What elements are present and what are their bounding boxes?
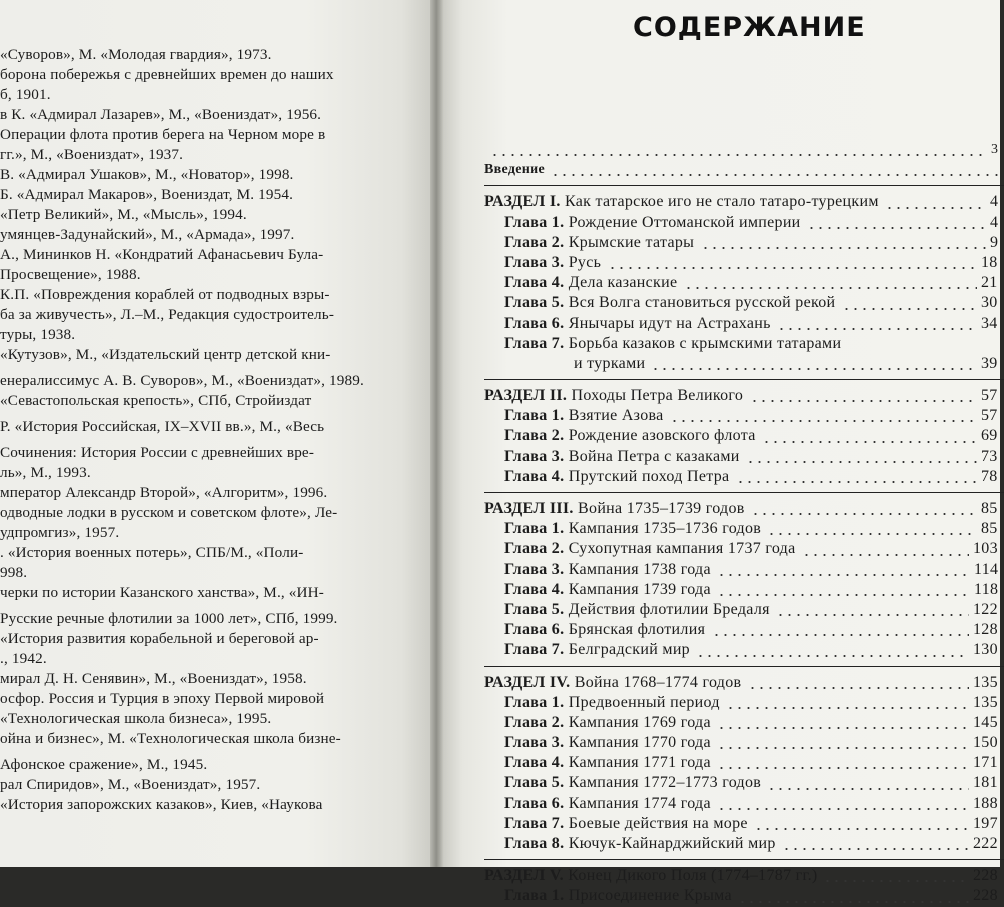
toc-leader-dots [712,634,969,636]
toc-leader-dots [782,848,969,850]
toc-page-number: 118 [974,580,999,598]
toc-entry-label: Глава 2. [504,427,565,445]
toc-leader-dots [777,328,977,330]
toc-entry-title: Взятие Азова [568,407,664,425]
toc-entry-title: Война 1735–1739 годов [578,500,745,517]
bibliography-line: рал Спиридов», М., «Воениздат», 1957. [0,776,261,793]
bibliography-line: 998. [0,564,28,581]
toc-entry-title: Русь [568,253,602,271]
table-of-contents [484,140,1004,907]
toc-entry-label: Глава 7. [504,641,565,659]
toc-page-number: 73 [981,447,998,465]
toc-leader-dots [746,461,977,463]
toc-leader-dots [767,788,969,790]
toc-page-number: 85 [981,520,998,538]
toc-entry-title: Как татарское иго не стало татаро-турецким [564,193,879,211]
toc-leader-dots [717,808,969,810]
bibliography-line: борона побережья с древнейших времен до наших [0,66,334,83]
bibliography-line: удпромгиз», 1957. [0,524,120,541]
book-gutter [430,0,444,867]
toc-page-number: 78 [981,467,998,485]
toc-leader-dots [717,767,969,769]
toc-leader-dots [842,308,977,310]
toc-entry-label: Глава 7. [504,814,565,832]
bibliography-line: «Петр Великий», М., «Мысль», 1994. [0,206,247,223]
toc-chapter-row[interactable] [484,273,1004,293]
toc-chapter-row[interactable] [484,447,1004,467]
toc-chapter-row[interactable] [484,640,1004,660]
toc-page-number: 4 [990,193,999,211]
toc-page-number: 34 [981,314,998,332]
toc-leader-dots [717,574,970,576]
toc-leader-dots [701,247,986,249]
toc-page-number: 130 [973,641,998,659]
bibliography-line: «Суворов», М. «Молодая гвардия», 1973. [0,46,272,63]
toc-page-number: 69 [981,427,998,445]
toc-page-number: 21 [981,274,998,292]
toc-leader-dots [748,687,969,689]
bibliography-line: одводные лодки в русском и советском флоте», Ле- [0,504,338,521]
toc-entry-label: Глава 1. [504,520,565,538]
toc-page-number: 145 [973,713,998,731]
toc-page-number: 18 [981,253,998,271]
toc-leader-dots [717,594,970,596]
toc-leader-dots [684,287,977,289]
bibliography-line: «История запорожских казаков», Киев, «Наукова [0,796,323,813]
toc-entry-label: Глава 1. [504,407,565,425]
toc-entry-title: Походы Петра Великого [571,387,744,405]
toc-page-number: 197 [973,814,998,832]
toc-row[interactable] [484,140,1004,160]
toc-entry-label: Глава 1. [504,887,565,905]
toc-title: СОДЕРЖАНИЕ [633,12,866,43]
toc-entry-title: Кампания 1769 года [568,713,711,731]
toc-entry-title: Крымские татары [568,233,695,251]
toc-page-number: 9 [990,233,999,251]
bibliography-line: «Севастопольская крепость», СПб, Стройиздат [0,392,312,409]
toc-entry-label: Глава 3. [504,734,565,752]
toc-leader-dots [551,174,1000,176]
toc-chapter-row[interactable] [484,794,1004,814]
toc-page-number: 128 [973,621,998,639]
bibliography-line: Просвещение», 1988. [0,266,141,283]
section-divider [484,185,1004,186]
toc-leader-dots [738,901,969,903]
toc-entry-label: РАЗДЕЛ IV. [484,673,571,691]
bibliography-line: Р. «История Российская, IX–XVII вв.», М., «Весь [0,418,325,435]
toc-row[interactable] [484,160,1004,180]
bibliography-line: б, 1901. [0,86,51,103]
toc-page-number: 135 [973,693,998,711]
toc-entry-title: Кампания 1738 года [568,560,711,578]
toc-entry-label: Глава 5. [504,600,565,618]
toc-page-number: 85 [981,500,998,517]
bibliography-line: черки по истории Казанского ханства», М., «ИН- [0,584,324,601]
bibliography-line: Афонское сражение», М., 1945. [0,756,208,773]
toc-leader-dots [754,828,969,830]
toc-chapter-row[interactable] [484,753,1004,773]
toc-entry-title: Кампания 1774 года [568,794,711,812]
toc-chapter-row[interactable] [484,886,1004,906]
toc-chapter-row[interactable] [484,620,1004,640]
toc-leader-dots [608,267,977,269]
toc-leader-dots [651,368,977,370]
toc-leader-dots [762,441,977,443]
toc-leader-dots [751,513,977,515]
toc-chapter-row[interactable] [484,314,1004,334]
toc-entry-title: Боевые действия на море [568,814,748,832]
toc-entry-title: Борьба казаков с крымскими татарами [568,334,842,352]
toc-section-row[interactable] [484,673,1004,693]
toc-leader-dots [885,207,986,209]
toc-chapter-row[interactable] [484,814,1004,834]
toc-entry-title: Брянская флотилия [568,621,706,639]
toc-leader-dots [802,554,969,556]
toc-entry-label: Глава 6. [504,794,565,812]
toc-entry-label: Глава 7. [504,334,565,352]
left-page [0,0,436,867]
toc-page-number: 188 [973,794,998,812]
toc-page-number: 135 [973,673,998,691]
toc-chapter-row[interactable] [484,713,1004,733]
toc-page-number: 103 [973,540,998,558]
toc-entry-label: Глава 4. [504,580,565,598]
toc-entry-label: Глава 6. [504,314,565,332]
toc-entry-title: Рождение Оттоманской империи [568,213,801,231]
toc-chapter-row[interactable] [484,834,1004,854]
toc-chapter-row[interactable] [484,580,1004,600]
toc-chapter-row[interactable] [484,539,1004,559]
toc-entry-label: Глава 3. [504,253,565,271]
toc-chapter-row[interactable] [484,334,1004,354]
toc-entry-title: Кючук-Кайнарджийский мир [568,835,776,852]
bibliography-line: ба за живучесть», Л.–М., Редакция судостроитель- [0,306,335,323]
toc-entry-title: Янычары идут на Астрахань [568,314,771,332]
section-divider [484,666,1004,667]
toc-chapter-row[interactable] [484,600,1004,620]
toc-page-number: 171 [973,754,998,772]
toc-entry-label: Глава 5. [504,294,565,312]
toc-entry-title: Рождение азовского флота [568,427,756,445]
toc-entry-label: Глава 2. [504,540,565,558]
toc-page-number: 228 [973,867,998,885]
toc-leader-dots [670,420,977,422]
toc-chapter-row[interactable] [484,406,1004,426]
bibliography-line: мирал Д. Н. Сенявин», М., «Воениздат», 1958. [0,670,307,687]
bibliography-line: енералиссимус А. В. Суворов», М., «Воениздат», 1989. [0,372,364,389]
toc-chapter-row[interactable] [484,560,1004,580]
toc-entry-label: РАЗДЕЛ I. [484,193,561,211]
toc-page-number: 4 [990,213,999,231]
toc-entry-label: Глава 1. [504,213,565,231]
toc-entry-title: Конец Дикого Поля (1774–1787 гг.) [568,867,818,885]
toc-chapter-row[interactable] [484,233,1004,253]
toc-chapter-row[interactable] [484,467,1004,487]
toc-entry-label: РАЗДЕЛ II. [484,387,568,405]
toc-page-number: 114 [974,560,999,578]
toc-leader-dots [823,880,969,882]
bibliography-line: К.П. «Повреждения кораблей от подводных взры- [0,286,330,303]
toc-leader-dots [776,614,969,616]
toc-entry-title: Война Петра с казаками [568,447,740,465]
toc-entry-title: Война 1768–1774 годов [574,673,742,691]
toc-entry-title: Кампания 1739 года [568,580,711,598]
bibliography-line: осфор. Россия и Турция в эпоху Первой мировой [0,690,325,707]
toc-leader-dots [490,154,987,156]
toc-entry-label: Глава 4. [504,467,565,485]
toc-chapter-row[interactable] [484,253,1004,273]
bibliography-list [0,45,432,815]
toc-chapter-row[interactable] [484,293,1004,313]
toc-entry-title: Дела казанские [568,274,678,292]
toc-chapter-row[interactable] [484,773,1004,793]
right-page [440,0,1000,905]
bibliography-line: гг.», М., «Воениздат», 1937. [0,146,184,163]
toc-row[interactable] [484,354,1004,374]
toc-leader-dots [717,727,969,729]
toc-section-row[interactable] [484,499,1004,519]
toc-page-number: 122 [973,600,998,618]
toc-chapter-row[interactable] [484,426,1004,446]
bibliography-line: Операции флота против берега на Черном море в [0,126,326,143]
toc-entry-title: Белградский мир [568,641,690,659]
toc-leader-dots [726,707,969,709]
bibliography-line: В. «Адмирал Ушаков», М., «Новатор», 1998. [0,166,294,183]
section-divider [484,379,1004,380]
section-divider [484,859,1004,860]
toc-chapter-row[interactable] [484,213,1004,233]
toc-entry-title: Предвоенный период [568,693,720,711]
toc-page-number: 222 [973,835,998,852]
toc-section-row[interactable] [484,386,1004,406]
toc-entry-label: Глава 2. [504,233,565,251]
toc-page-number: 39 [981,354,998,372]
toc-entry-label: Глава 2. [504,713,565,731]
toc-entry-title: Вся Волга становиться русской рекой [568,294,836,312]
bibliography-line: ойна и бизнес», М. «Технологическая школа бизне- [0,730,341,747]
bibliography-line: в К. «Адмирал Лазарев», М., «Воениздат», 1956. [0,106,322,123]
toc-entry-label: Глава 5. [504,774,565,792]
toc-page-number: 228 [973,887,998,905]
bibliography-line: Б. «Адмирал Макаров», Воениздат, М. 1954. [0,186,294,203]
toc-section-row[interactable] [484,192,1004,212]
toc-page-number: 3 [991,142,999,157]
bibliography-line: «Технологическая школа бизнеса», 1995. [0,710,272,727]
bibliography-line: Сочинения: История России с древнейших вре- [0,444,315,461]
bibliography-line: . «История военных потерь», СПБ/М., «Поли- [0,544,304,561]
toc-leader-dots [750,400,977,402]
toc-entry-title: и турками [574,354,646,372]
toc-leader-dots [717,747,969,749]
toc-entry-label: Введение [484,162,545,178]
toc-page-number: 30 [981,294,998,312]
bibliography-line: умянцев-Задунайский», М., «Армада», 1997. [0,226,295,243]
toc-entry-label: РАЗДЕЛ V. [484,867,564,885]
toc-entry-label: РАЗДЕЛ III. [484,500,574,517]
toc-entry-title: Кампания 1771 года [568,754,711,772]
toc-page-number: 57 [981,387,998,405]
toc-entry-title: Сухопутная кампания 1737 года [568,540,796,558]
toc-leader-dots [736,481,977,483]
bibliography-line: туры, 1938. [0,326,76,343]
toc-page-number: 57 [981,407,998,425]
toc-leader-dots [696,655,969,657]
section-divider [484,492,1004,493]
toc-page-number: 150 [973,734,998,752]
toc-entry-label: Глава 8. [504,835,565,852]
bibliography-line: «Кутузов», М., «Издательский центр детской кни- [0,346,331,363]
bibliography-line: «История развития корабельной и береговой ар- [0,630,319,647]
toc-leader-dots [807,227,986,229]
toc-entry-title: Кампания 1770 года [568,734,711,752]
bibliography-line: ль», М., 1993. [0,464,91,481]
toc-chapter-row[interactable] [484,733,1004,753]
toc-chapter-row[interactable] [484,519,1004,539]
bibliography-line: ., 1942. [0,650,47,667]
toc-chapter-row[interactable] [484,693,1004,713]
bibliography-line: Русские речные флотилии за 1000 лет», СПб, 1999. [0,610,338,627]
toc-entry-label: Глава 3. [504,560,565,578]
toc-entry-label: Глава 3. [504,447,565,465]
toc-entry-title: Кампания 1735–1736 годов [568,520,762,538]
toc-leader-dots [767,533,977,535]
toc-entry-title: Присоединение Крыма [568,887,732,905]
toc-entry-label: Глава 6. [504,621,565,639]
toc-entry-title: Прутский поход Петра [568,467,730,485]
toc-page-number: 181 [973,774,998,792]
bibliography-line: А., Мининков Н. «Кондратий Афанасьевич Була- [0,246,324,263]
toc-entry-title: Действия флотилии Бредаля [568,600,770,618]
toc-entry-label: Глава 4. [504,274,565,292]
toc-entry-label: Глава 4. [504,754,565,772]
toc-section-row[interactable] [484,866,1004,886]
toc-entry-title: Кампания 1772–1773 годов [568,774,762,792]
toc-entry-label: Глава 1. [504,693,565,711]
bibliography-line: мператор Александр Второй», «Алгоритм», 1996. [0,484,328,501]
